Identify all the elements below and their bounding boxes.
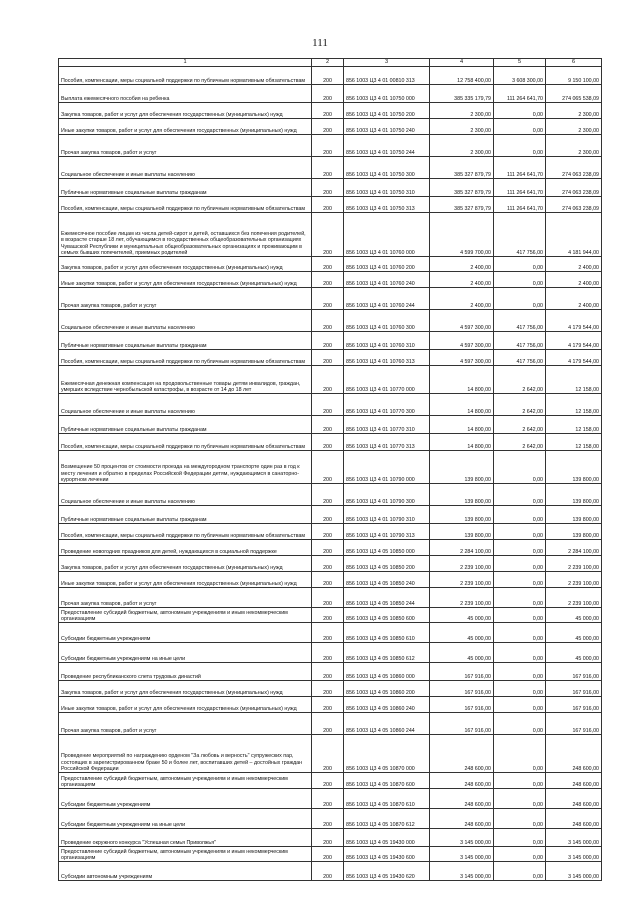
table-row: [59, 257, 602, 272]
row-executed-amount: 0,00: [494, 862, 546, 881]
row-code-line: 200: [312, 713, 344, 735]
row-executed-amount: 0,00: [494, 847, 546, 862]
row-approved-amount: 385 335 179,79: [430, 85, 494, 103]
row-approved-amount: 248 600,00: [430, 773, 494, 789]
table-row: [59, 572, 602, 588]
row-remaining-amount: 139 800,00: [546, 451, 602, 484]
row-name: Закупка товаров, работ и услуг для обеспечения государственных (муниципальных) нужд: [59, 556, 312, 572]
row-approved-amount: 2 239 100,00: [430, 572, 494, 588]
row-code-line: 200: [312, 119, 344, 135]
column-number: 3: [344, 59, 430, 67]
row-approved-amount: 139 800,00: [430, 524, 494, 540]
row-name: Проведение мероприятий по награждению орденом "За любовь и верность" супружеских пар, состоящих в зарегистрированном браке 50 и более лет, воспитавших детей – достойных граждан Российской Федерации: [59, 735, 312, 773]
row-approved-amount: 2 400,00: [430, 272, 494, 288]
table-row: [59, 540, 602, 556]
row-remaining-amount: 12 158,00: [546, 416, 602, 434]
table-row: [59, 681, 602, 697]
column-number-row: [59, 59, 602, 67]
row-name: Социальное обеспечение и иные выплаты населению: [59, 310, 312, 332]
row-executed-amount: 111 264 641,70: [494, 157, 546, 179]
table-row: [59, 416, 602, 434]
row-code-line: 200: [312, 103, 344, 119]
table-row: [59, 350, 602, 366]
row-remaining-amount: 45 000,00: [546, 608, 602, 623]
table-row: [59, 213, 602, 257]
row-executed-amount: 0,00: [494, 288, 546, 310]
row-executed-amount: 0,00: [494, 135, 546, 157]
row-name: Социальное обеспечение и иные выплаты населению: [59, 394, 312, 416]
row-executed-amount: 2 642,00: [494, 394, 546, 416]
row-executed-amount: 0,00: [494, 119, 546, 135]
row-remaining-amount: 45 000,00: [546, 623, 602, 643]
row-remaining-amount: 2 300,00: [546, 135, 602, 157]
row-budget-code: 856 1003 Ц3 4 05 10850 244: [344, 588, 430, 608]
row-executed-amount: 0,00: [494, 829, 546, 847]
row-budget-code: 856 1003 Ц3 4 01 10760 244: [344, 288, 430, 310]
row-executed-amount: 111 264 641,70: [494, 179, 546, 197]
row-code-line: 200: [312, 829, 344, 847]
budget-report-table: [58, 58, 602, 881]
row-name: Пособия, компенсации, меры социальной поддержки по публичным нормативным обязательствам: [59, 524, 312, 540]
table-row: [59, 735, 602, 773]
row-budget-code: 856 1003 Ц3 4 01 10770 300: [344, 394, 430, 416]
row-budget-code: 856 1003 Ц3 4 05 10850 240: [344, 572, 430, 588]
row-approved-amount: 3 145 000,00: [430, 847, 494, 862]
row-executed-amount: 111 264 641,70: [494, 85, 546, 103]
table-row: [59, 85, 602, 103]
row-budget-code: 856 1003 Ц3 4 05 10850 000: [344, 540, 430, 556]
row-budget-code: 856 1003 Ц3 4 05 10870 610: [344, 789, 430, 809]
row-name: Субсидии бюджетным учреждениям на иные цели: [59, 643, 312, 663]
row-code-line: 200: [312, 773, 344, 789]
row-name: Субсидии бюджетным учреждениям: [59, 789, 312, 809]
row-approved-amount: 2 300,00: [430, 135, 494, 157]
row-name: Проведение новогодних праздников для детей, нуждающихся в социальной поддержке: [59, 540, 312, 556]
row-budget-code: 856 1003 Ц3 4 01 10750 310: [344, 179, 430, 197]
table-row: [59, 67, 602, 85]
row-approved-amount: 45 000,00: [430, 608, 494, 623]
row-code-line: 200: [312, 288, 344, 310]
row-executed-amount: 417 756,00: [494, 213, 546, 257]
row-executed-amount: 0,00: [494, 681, 546, 697]
row-code-line: 200: [312, 416, 344, 434]
row-remaining-amount: 167 916,00: [546, 697, 602, 713]
row-budget-code: 856 1003 Ц3 4 01 00810 313: [344, 67, 430, 85]
row-budget-code: 856 1003 Ц3 4 01 10760 000: [344, 213, 430, 257]
row-name: Предоставление субсидий бюджетным, автономным учреждениям и иным некоммерческим организациям: [59, 608, 312, 623]
row-executed-amount: 0,00: [494, 809, 546, 829]
row-approved-amount: 14 800,00: [430, 416, 494, 434]
row-approved-amount: 2 400,00: [430, 257, 494, 272]
row-approved-amount: 3 145 000,00: [430, 829, 494, 847]
row-remaining-amount: 4 179 544,00: [546, 350, 602, 366]
table-row: [59, 135, 602, 157]
row-remaining-amount: 274 063 238,09: [546, 179, 602, 197]
row-code-line: 200: [312, 394, 344, 416]
row-budget-code: 856 1003 Ц3 4 05 19430 600: [344, 847, 430, 862]
table-row: [59, 451, 602, 484]
row-budget-code: 856 1003 Ц3 4 01 10760 240: [344, 272, 430, 288]
row-name: Иные закупки товаров, работ и услуг для обеспечения государственных (муниципальных) нужд: [59, 697, 312, 713]
row-remaining-amount: 2 239 100,00: [546, 556, 602, 572]
row-name: Выплата ежемесячного пособия на ребенка: [59, 85, 312, 103]
row-name: Возмещение 50 процентов от стоимости проезда на междугородном транспорте один раз в год к месту лечения и обратно в пределах Российской Федерации детям, нуждающимся в санаторно-курортном лечении: [59, 451, 312, 484]
row-name: Пособия, компенсации, меры социальной поддержки по публичным нормативным обязательствам: [59, 434, 312, 451]
row-executed-amount: 0,00: [494, 484, 546, 506]
row-code-line: 200: [312, 862, 344, 881]
row-remaining-amount: 139 800,00: [546, 506, 602, 524]
row-code-line: 200: [312, 67, 344, 85]
row-remaining-amount: 2 300,00: [546, 103, 602, 119]
row-executed-amount: 2 642,00: [494, 416, 546, 434]
row-code-line: 200: [312, 157, 344, 179]
row-name: Социальное обеспечение и иные выплаты населению: [59, 484, 312, 506]
table-row: [59, 157, 602, 179]
row-remaining-amount: 248 600,00: [546, 773, 602, 789]
row-code-line: 200: [312, 809, 344, 829]
row-budget-code: 856 1003 Ц3 4 05 10870 600: [344, 773, 430, 789]
row-executed-amount: 0,00: [494, 643, 546, 663]
row-approved-amount: 139 800,00: [430, 506, 494, 524]
row-executed-amount: 3 608 300,00: [494, 67, 546, 85]
row-remaining-amount: 12 158,00: [546, 394, 602, 416]
row-remaining-amount: 45 000,00: [546, 643, 602, 663]
row-budget-code: 856 1003 Ц3 4 01 10750 200: [344, 103, 430, 119]
row-executed-amount: 0,00: [494, 257, 546, 272]
row-approved-amount: 139 800,00: [430, 484, 494, 506]
row-name: Прочая закупка товаров, работ и услуг: [59, 135, 312, 157]
row-remaining-amount: 139 800,00: [546, 484, 602, 506]
row-name: Закупка товаров, работ и услуг для обеспечения государственных (муниципальных) нужд: [59, 103, 312, 119]
row-remaining-amount: 4 179 544,00: [546, 310, 602, 332]
table-row: [59, 697, 602, 713]
row-executed-amount: 0,00: [494, 556, 546, 572]
row-budget-code: 856 1003 Ц3 4 01 10790 313: [344, 524, 430, 540]
table-row: [59, 809, 602, 829]
row-code-line: 200: [312, 197, 344, 213]
row-executed-amount: 0,00: [494, 713, 546, 735]
row-executed-amount: 0,00: [494, 540, 546, 556]
row-approved-amount: 248 600,00: [430, 789, 494, 809]
row-remaining-amount: 167 916,00: [546, 681, 602, 697]
row-executed-amount: 0,00: [494, 623, 546, 643]
report-body: [59, 59, 602, 881]
row-executed-amount: 417 756,00: [494, 350, 546, 366]
row-remaining-amount: 2 400,00: [546, 288, 602, 310]
row-budget-code: 856 1003 Ц3 4 01 10760 310: [344, 332, 430, 350]
row-executed-amount: 0,00: [494, 697, 546, 713]
row-name: Прочая закупка товаров, работ и услуг: [59, 713, 312, 735]
row-code-line: 200: [312, 623, 344, 643]
row-approved-amount: 139 800,00: [430, 451, 494, 484]
table-row: [59, 394, 602, 416]
table-row: [59, 524, 602, 540]
row-code-line: 200: [312, 681, 344, 697]
row-approved-amount: 167 916,00: [430, 663, 494, 681]
row-budget-code: 856 1003 Ц3 4 01 10770 000: [344, 366, 430, 394]
row-approved-amount: 2 300,00: [430, 103, 494, 119]
row-executed-amount: 0,00: [494, 451, 546, 484]
table-row: [59, 197, 602, 213]
row-approved-amount: 45 000,00: [430, 623, 494, 643]
row-budget-code: 856 1003 Ц3 4 05 10860 240: [344, 697, 430, 713]
table-row: [59, 434, 602, 451]
row-remaining-amount: 139 800,00: [546, 524, 602, 540]
row-executed-amount: 0,00: [494, 735, 546, 773]
table-row: [59, 713, 602, 735]
row-name: Предоставление субсидий бюджетным, автономным учреждениям и иным некоммерческим организациям: [59, 847, 312, 862]
row-approved-amount: 385 327 879,79: [430, 179, 494, 197]
row-code-line: 200: [312, 643, 344, 663]
row-name: Субсидии бюджетным учреждениям: [59, 623, 312, 643]
table-row: [59, 663, 602, 681]
row-budget-code: 856 1003 Ц3 4 01 10760 200: [344, 257, 430, 272]
row-code-line: 200: [312, 366, 344, 394]
row-name: Прочая закупка товаров, работ и услуг: [59, 288, 312, 310]
row-remaining-amount: 12 158,00: [546, 366, 602, 394]
table-row: [59, 608, 602, 623]
row-budget-code: 856 1003 Ц3 4 05 10850 600: [344, 608, 430, 623]
row-code-line: 200: [312, 663, 344, 681]
table-row: [59, 862, 602, 881]
row-code-line: 200: [312, 272, 344, 288]
row-approved-amount: 2 300,00: [430, 119, 494, 135]
row-executed-amount: 0,00: [494, 272, 546, 288]
row-remaining-amount: 9 150 100,00: [546, 67, 602, 85]
row-name: Закупка товаров, работ и услуг для обеспечения государственных (муниципальных) нужд: [59, 257, 312, 272]
row-name: Проведение окружного конкурса "Успешная семья Приволжья": [59, 829, 312, 847]
row-executed-amount: 0,00: [494, 773, 546, 789]
column-number: 2: [312, 59, 344, 67]
row-approved-amount: 248 600,00: [430, 735, 494, 773]
row-approved-amount: 14 800,00: [430, 366, 494, 394]
row-executed-amount: 2 642,00: [494, 434, 546, 451]
row-remaining-amount: 2 239 100,00: [546, 572, 602, 588]
table-row: [59, 272, 602, 288]
row-approved-amount: 385 327 879,79: [430, 197, 494, 213]
table-row: [59, 366, 602, 394]
row-remaining-amount: 2 284 100,00: [546, 540, 602, 556]
row-remaining-amount: 274 065 538,09: [546, 85, 602, 103]
row-code-line: 200: [312, 257, 344, 272]
row-executed-amount: 2 642,00: [494, 366, 546, 394]
row-name: Проведение республиканского слета трудовых династий: [59, 663, 312, 681]
row-approved-amount: 4 597 300,00: [430, 350, 494, 366]
row-approved-amount: 2 239 100,00: [430, 556, 494, 572]
table-row: [59, 288, 602, 310]
row-budget-code: 856 1003 Ц3 4 01 10750 313: [344, 197, 430, 213]
column-number: 1: [59, 59, 312, 67]
row-code-line: 200: [312, 179, 344, 197]
table-row: [59, 643, 602, 663]
row-remaining-amount: 2 400,00: [546, 257, 602, 272]
row-code-line: 200: [312, 847, 344, 862]
row-approved-amount: 248 600,00: [430, 809, 494, 829]
row-name: Публичные нормативные социальные выплаты гражданам: [59, 506, 312, 524]
table-row: [59, 789, 602, 809]
row-approved-amount: 167 916,00: [430, 713, 494, 735]
row-approved-amount: 167 916,00: [430, 681, 494, 697]
row-executed-amount: 0,00: [494, 524, 546, 540]
row-budget-code: 856 1003 Ц3 4 05 10870 000: [344, 735, 430, 773]
row-remaining-amount: 274 063 238,09: [546, 197, 602, 213]
row-approved-amount: 14 800,00: [430, 434, 494, 451]
row-budget-code: 856 1003 Ц3 4 05 10860 244: [344, 713, 430, 735]
row-approved-amount: 385 327 879,79: [430, 157, 494, 179]
row-approved-amount: 2 284 100,00: [430, 540, 494, 556]
row-executed-amount: 0,00: [494, 572, 546, 588]
row-code-line: 200: [312, 608, 344, 623]
row-budget-code: 856 1003 Ц3 4 01 10770 313: [344, 434, 430, 451]
row-name: Закупка товаров, работ и услуг для обеспечения государственных (муниципальных) нужд: [59, 681, 312, 697]
row-remaining-amount: 2 400,00: [546, 272, 602, 288]
row-executed-amount: 417 756,00: [494, 332, 546, 350]
row-name: Публичные нормативные социальные выплаты гражданам: [59, 179, 312, 197]
row-remaining-amount: 4 179 544,00: [546, 332, 602, 350]
row-name: Предоставление субсидий бюджетным, автономным учреждениям и иным некоммерческим организациям: [59, 773, 312, 789]
row-remaining-amount: 274 063 238,09: [546, 157, 602, 179]
row-executed-amount: 0,00: [494, 663, 546, 681]
row-executed-amount: 417 756,00: [494, 310, 546, 332]
row-executed-amount: 0,00: [494, 789, 546, 809]
row-approved-amount: 2 400,00: [430, 288, 494, 310]
row-code-line: 200: [312, 789, 344, 809]
row-code-line: 200: [312, 556, 344, 572]
row-remaining-amount: 3 145 000,00: [546, 862, 602, 881]
row-approved-amount: 4 599 700,00: [430, 213, 494, 257]
row-code-line: 200: [312, 332, 344, 350]
row-executed-amount: 0,00: [494, 588, 546, 608]
table-row: [59, 506, 602, 524]
row-budget-code: 856 1003 Ц3 4 01 10790 300: [344, 484, 430, 506]
row-remaining-amount: 2 239 100,00: [546, 588, 602, 608]
table-row: [59, 773, 602, 789]
table-row: [59, 829, 602, 847]
table-row: [59, 847, 602, 862]
row-name: Ежемесячное пособие лицам из числа детей-сирот и детей, оставшихся без попечения родителей, в возрасте старше 18 лет, обучающимся в государственных общеобразовательных организациях Чувашской Республики и муниципальных общеобразовательных организациях и проживающим в семьях бывших попечителей, приемных родителей: [59, 213, 312, 257]
row-budget-code: 856 1003 Ц3 4 01 10770 310: [344, 416, 430, 434]
table-row: [59, 103, 602, 119]
row-budget-code: 856 1003 Ц3 4 05 19430 000: [344, 829, 430, 847]
row-name: Пособия, компенсации, меры социальной поддержки по публичным нормативным обязательствам: [59, 67, 312, 85]
row-budget-code: 856 1003 Ц3 4 01 10750 240: [344, 119, 430, 135]
page-number: 111: [312, 37, 328, 49]
row-code-line: 200: [312, 572, 344, 588]
row-executed-amount: 0,00: [494, 103, 546, 119]
row-budget-code: 856 1003 Ц3 4 05 10850 200: [344, 556, 430, 572]
row-name: Иные закупки товаров, работ и услуг для обеспечения государственных (муниципальных) нужд: [59, 572, 312, 588]
row-code-line: 200: [312, 451, 344, 484]
row-name: Пособия, компенсации, меры социальной поддержки по публичным нормативным обязательствам: [59, 197, 312, 213]
row-code-line: 200: [312, 434, 344, 451]
row-name: Пособия, компенсации, меры социальной поддержки по публичным нормативным обязательствам: [59, 350, 312, 366]
row-budget-code: 856 1003 Ц3 4 01 10760 313: [344, 350, 430, 366]
row-code-line: 200: [312, 85, 344, 103]
column-number: 5: [494, 59, 546, 67]
row-executed-amount: 111 264 641,70: [494, 197, 546, 213]
column-number: 6: [546, 59, 602, 67]
row-name: Публичные нормативные социальные выплаты гражданам: [59, 332, 312, 350]
row-code-line: 200: [312, 310, 344, 332]
table-row: [59, 623, 602, 643]
row-name: Субсидии бюджетным учреждениям на иные цели: [59, 809, 312, 829]
row-name: Иные закупки товаров, работ и услуг для обеспечения государственных (муниципальных) нужд: [59, 272, 312, 288]
row-budget-code: 856 1003 Ц3 4 01 10750 000: [344, 85, 430, 103]
row-budget-code: 856 1003 Ц3 4 05 10860 000: [344, 663, 430, 681]
row-budget-code: 856 1003 Ц3 4 01 10790 000: [344, 451, 430, 484]
row-name: Иные закупки товаров, работ и услуг для обеспечения государственных (муниципальных) нужд: [59, 119, 312, 135]
row-code-line: 200: [312, 540, 344, 556]
row-remaining-amount: 167 916,00: [546, 713, 602, 735]
table-row: [59, 179, 602, 197]
row-remaining-amount: 248 600,00: [546, 809, 602, 829]
row-remaining-amount: 248 600,00: [546, 735, 602, 773]
row-budget-code: 856 1003 Ц3 4 05 10870 612: [344, 809, 430, 829]
table-row: [59, 484, 602, 506]
row-remaining-amount: 4 181 944,00: [546, 213, 602, 257]
row-name: Ежемесячная денежная компенсация на продовольственные товары детям инвалидов, граждан, умерших вследствие чернобыльской катастрофы, в возрасте от 14 до 18 лет: [59, 366, 312, 394]
row-approved-amount: 12 758 400,00: [430, 67, 494, 85]
row-approved-amount: 4 597 300,00: [430, 332, 494, 350]
row-budget-code: 856 1003 Ц3 4 01 10760 300: [344, 310, 430, 332]
row-executed-amount: 0,00: [494, 608, 546, 623]
row-approved-amount: 14 800,00: [430, 394, 494, 416]
table-row: [59, 119, 602, 135]
row-code-line: 200: [312, 484, 344, 506]
row-budget-code: 856 1003 Ц3 4 05 10850 612: [344, 643, 430, 663]
row-remaining-amount: 248 600,00: [546, 789, 602, 809]
table-row: [59, 556, 602, 572]
row-remaining-amount: 3 145 000,00: [546, 829, 602, 847]
row-approved-amount: 45 000,00: [430, 643, 494, 663]
row-approved-amount: 2 239 100,00: [430, 588, 494, 608]
row-code-line: 200: [312, 213, 344, 257]
row-remaining-amount: 2 300,00: [546, 119, 602, 135]
row-executed-amount: 0,00: [494, 506, 546, 524]
row-budget-code: 856 1003 Ц3 4 01 10790 310: [344, 506, 430, 524]
column-number: 4: [430, 59, 494, 67]
row-budget-code: 856 1003 Ц3 4 05 19430 620: [344, 862, 430, 881]
row-approved-amount: 167 916,00: [430, 697, 494, 713]
row-remaining-amount: 12 158,00: [546, 434, 602, 451]
row-budget-code: 856 1003 Ц3 4 05 10850 610: [344, 623, 430, 643]
row-budget-code: 856 1003 Ц3 4 01 10750 244: [344, 135, 430, 157]
row-remaining-amount: 3 145 000,00: [546, 847, 602, 862]
row-name: Публичные нормативные социальные выплаты гражданам: [59, 416, 312, 434]
row-name: Прочая закупка товаров, работ и услуг: [59, 588, 312, 608]
row-remaining-amount: 167 916,00: [546, 663, 602, 681]
row-approved-amount: 3 145 000,00: [430, 862, 494, 881]
row-name: Субсидии автономным учреждениям: [59, 862, 312, 881]
row-approved-amount: 4 597 300,00: [430, 310, 494, 332]
row-name: Социальное обеспечение и иные выплаты населению: [59, 157, 312, 179]
row-code-line: 200: [312, 350, 344, 366]
row-code-line: 200: [312, 506, 344, 524]
row-code-line: 200: [312, 135, 344, 157]
row-code-line: 200: [312, 524, 344, 540]
table-row: [59, 310, 602, 332]
row-code-line: 200: [312, 735, 344, 773]
row-budget-code: 856 1003 Ц3 4 01 10750 300: [344, 157, 430, 179]
table-row: [59, 332, 602, 350]
row-code-line: 200: [312, 588, 344, 608]
table-row: [59, 588, 602, 608]
row-code-line: 200: [312, 697, 344, 713]
row-budget-code: 856 1003 Ц3 4 05 10860 200: [344, 681, 430, 697]
